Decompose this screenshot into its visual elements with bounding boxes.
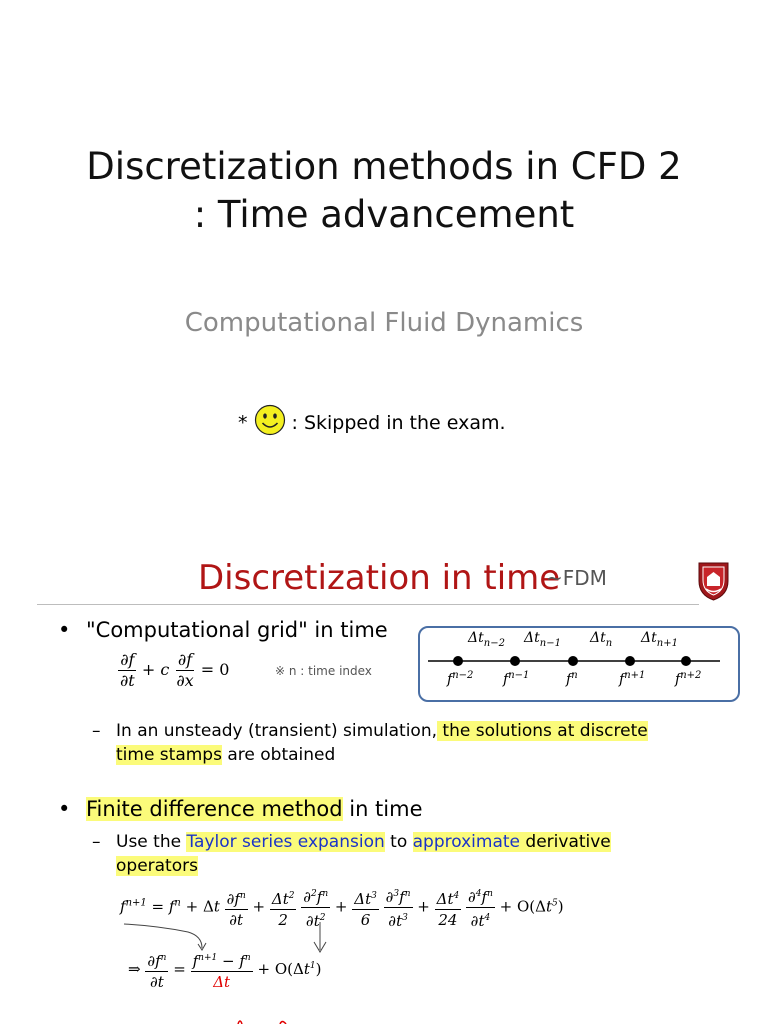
sub1-prefix: In an unsteady (transient) simulation, [116,721,438,741]
sub-bullet-dash: – [92,832,101,852]
approximate-text: approximate [412,832,521,852]
grid-timeline [418,626,740,702]
slide-title [0,143,768,239]
grid-node [453,656,463,666]
bullet2-suffix: in time [342,797,423,821]
sub-bullet-dash: – [92,721,101,741]
sub2-part3: derivative [520,832,611,852]
bullet-finite-difference [86,797,423,821]
bullet2-highlight: Finite difference method [86,797,343,821]
cutoff-red-marks [230,1016,310,1024]
dt-label-n: $\Delta t_n$ [590,630,613,649]
sub1-highlight-a: the solutions at discrete [437,721,648,741]
smiley-icon [254,404,286,441]
sub2-part1: Use the [116,832,187,852]
sub-bullet-taylor [116,830,716,878]
handwritten-fdm-note: ~FDM [546,566,607,590]
pde-equation: $\frac{\partial f}{\partial t}$ + c $\frac{\partial f}{\partial x}$ = 0 [120,650,230,690]
slide-title-line2: : Time advancement [193,193,575,236]
sub1-highlight-b: time stamps [116,745,222,765]
exam-note [238,404,506,441]
slide-subtitle: Computational Fluid Dynamics [184,308,584,338]
section-title: Discretization in time [198,558,561,598]
grid-node [510,656,520,666]
taylor-series-text: Taylor series expansion [186,832,385,852]
f-label-n: $f^n$ [566,670,578,688]
sub2-line2: operators [116,856,198,876]
title-divider [37,604,699,605]
dt-label-n-minus-2: $\Delta t_{n-2}$ [468,630,505,649]
dt-label-n-plus-1: $\Delta t_{n+1}$ [641,630,678,649]
f-label-n-minus-2: $f^{n-2}$ [447,670,474,688]
bullet-dot: • [58,618,71,642]
university-logo [697,559,730,601]
note-star: * [238,411,248,434]
grid-node [681,656,691,666]
forward-difference-equation: ⇒ $\frac{\partial f^n}{\partial t}$ = $\frac{f^{n+1} - f^n}{\Delta t}$ + $O(\Delta t^1)$ [128,948,321,992]
taylor-expansion-equation: $f^{n+1} = f^n + \Delta t$ $\frac{\partial f^n}{\partial t}$ + $\frac{\Delta t^2}{2}$ $\frac{\partial^2f^n}{\partial t^2}$ + $\frac{\Delta t^3}{6}$ $\frac{\partial^3f^n}{\partial t^3}$ + $\frac{\Delta t^4}{24}$ $\frac{\partial^4f^n}{\partial t^4}$ + $O(\Delta t^5)$ [120,884,564,931]
time-index-note: ※ n : time index [275,664,372,678]
grid-node [568,656,578,666]
dt-label-n-minus-1: $\Delta t_{n-1}$ [524,630,561,649]
f-label-n-plus-1: $f^{n+1}$ [619,670,646,688]
bullet-computational-grid: "Computational grid" in time [86,618,388,642]
grid-node [625,656,635,666]
sub-bullet-unsteady [116,719,716,767]
slide-title-line1: Discretization methods in CFD 2 [86,145,682,188]
sub1-suffix: are obtained [221,745,336,765]
bullet-dot: • [58,797,71,821]
note-text: : Skipped in the exam. [291,411,506,434]
f-label-n-minus-1: $f^{n-1}$ [503,670,530,688]
sub2-part2: to [384,832,413,852]
f-label-n-plus-2: $f^{n+2}$ [675,670,702,688]
